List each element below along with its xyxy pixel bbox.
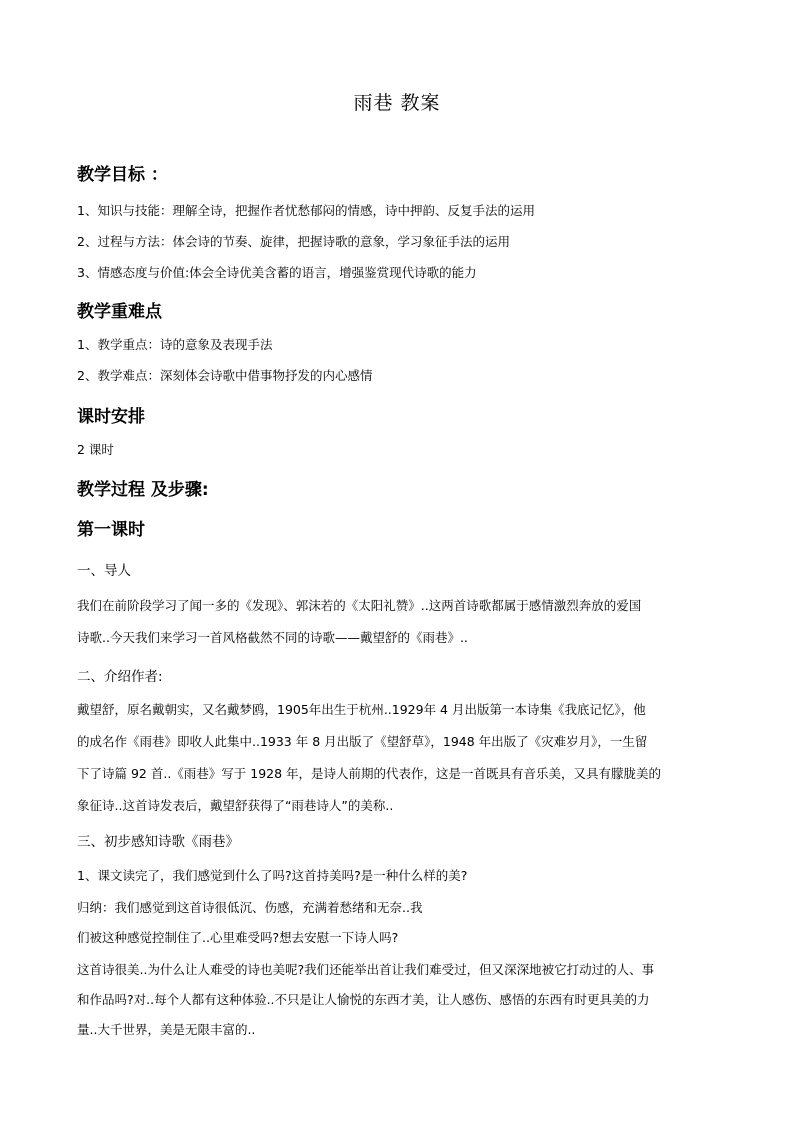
schedule-heading: 课时安排 (77, 407, 145, 427)
perception-line-3: 们被这种感觉控制住了..心里难受吗?想去安慰一下诗人吗? (77, 930, 399, 945)
intro-line-1: 我们在前阶段学习了闻一多的《发现》、郭沫若的《太阳礼赞》..这两首诗歌都属于感情激烈奔放的爱国 (77, 598, 642, 613)
author-heading: 二、介绍作者: (77, 669, 163, 685)
keypoint-item-1: 1、教学重点：诗的意象及表现手法 (77, 337, 273, 352)
schedule-text: 2 课时 (77, 442, 114, 457)
author-line-1: 戴望舒，原名戴朝实，又名戴梦鸥，1905年出生于杭州..1929年 4 月出版第一本诗集《我底记忆》，他 (77, 702, 646, 717)
perception-line-4: 这首诗很美..为什么让人难受的诗也美呢?我们还能举出首让我们难受过，但又深深地被它打动过的人、事 (77, 962, 655, 977)
perception-line-6: 量..大千世界，美是无限丰富的.. (77, 1022, 256, 1037)
keypoint-item-2: 2、教学难点：深刻体会诗歌中借事物抒发的内心感情 (77, 368, 373, 383)
intro-heading: 一、导人 (77, 563, 131, 579)
objective-item-3: 3、情感态度与价值:体会全诗优美含蓄的语言，增强鉴赏现代诗歌的能力 (77, 265, 477, 280)
lesson-heading: 第一课时 (77, 520, 145, 540)
keypoints-heading: 教学重难点 (77, 302, 162, 322)
perception-line-1: 1、课文读完了，我们感觉到什么了吗?这首持美吗?是一种什么样的美? (77, 868, 468, 883)
perception-line-5: 和作品吗?对..每个人都有这种体验..不只是让人愉悦的东西才美，让人感伤、感悟的东西有时更具美的力 (77, 992, 650, 1007)
author-line-4: 象征诗..这首诗发表后，戴望舒获得了“雨巷诗人”的美称.. (77, 798, 394, 813)
objective-item-1: 1、知识与技能：理解全诗，把握作者忧愁郁闷的情感，诗中押韵、反复手法的运用 (77, 203, 535, 218)
process-heading: 教学过程 及步骤: (77, 480, 209, 500)
intro-line-2: 诗歌..今天我们来学习一首风格截然不同的诗歌——戴望舒的《雨巷》.. (77, 630, 468, 645)
perception-line-2: 归纳：我们感觉到这首诗很低沉、伤感，充满着愁绪和无奈..我 (77, 900, 423, 915)
author-line-2: 的成名作《雨巷》即收人此集中..1933 年 8 月出版了《望舒草》，1948 年出版了《灾难岁月》，一生留 (77, 734, 648, 749)
objectives-heading: 教学目标 ： (77, 165, 168, 185)
perception-heading: 三、初步感知诗歌《雨巷》 (77, 834, 239, 850)
document-title: 雨巷 教案 (353, 92, 441, 114)
author-line-3: 下了诗篇 92 首..《雨巷》写于 1928 年，是诗人前期的代表作，这是一首既具有音乐美，又具有朦胧美的 (77, 766, 662, 781)
objective-item-2: 2、过程与方法：体会诗的节奏、旋律，把握诗歌的意象，学习象征手法的运用 (77, 234, 510, 249)
